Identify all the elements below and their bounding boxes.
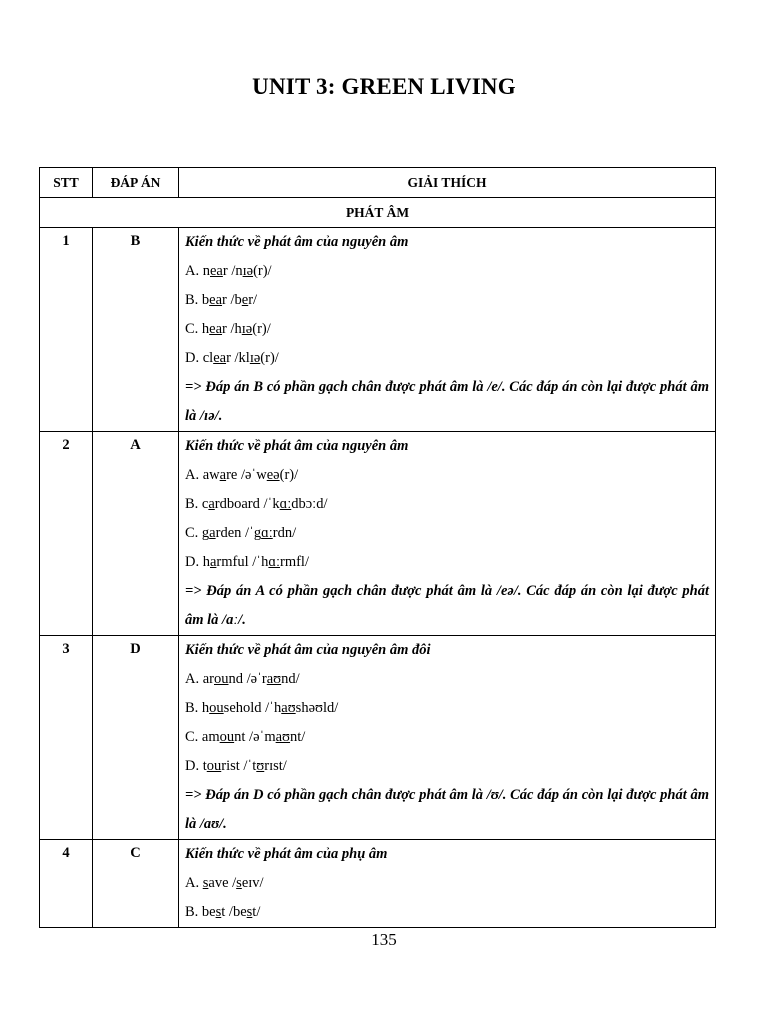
answer-option	[185, 869, 709, 898]
option-text: r /kl	[226, 350, 250, 366]
row-answer: A	[93, 432, 179, 636]
explanation-conclusion: => Đáp án A có phần gạch chân được phát âm là /eə/. Các đáp án còn lại được phát âm là /ɑː/.	[185, 583, 709, 628]
option-text: B. b	[185, 292, 210, 308]
explanation-topic: Kiến thức về phát âm của nguyên âm đôi	[185, 642, 431, 658]
row-answer: B	[93, 228, 179, 432]
option-text: t /be	[221, 904, 247, 920]
underlined-sound: s	[215, 904, 222, 920]
option-text: A. aw	[185, 467, 220, 483]
answer-option	[185, 286, 709, 315]
option-text: r /h	[222, 321, 242, 337]
section-title: PHÁT ÂM	[40, 198, 716, 228]
option-text: B. be	[185, 904, 216, 920]
answer-option	[185, 898, 709, 927]
option-text: rist /ˈt	[221, 758, 257, 774]
option-text: B. c	[185, 496, 209, 512]
option-text: rdn/	[272, 525, 297, 541]
underlined-sound: e	[241, 292, 249, 308]
underlined-sound: ɪə	[241, 321, 253, 337]
answer-option	[185, 461, 709, 490]
underlined-sound: eə	[266, 467, 280, 483]
answer-option	[185, 694, 709, 723]
table-row	[40, 228, 716, 432]
row-number: 2	[40, 432, 93, 636]
header-answer: ĐÁP ÁN	[93, 168, 179, 198]
option-text: (r)/	[253, 263, 272, 279]
option-text: (r)/	[279, 467, 299, 483]
option-text: (r)/	[252, 321, 271, 337]
underlined-sound: aʊ	[275, 729, 291, 745]
explanation-topic: Kiến thức về phát âm của nguyên âm	[185, 234, 409, 250]
underlined-sound: a	[209, 554, 217, 570]
row-explanation	[179, 432, 716, 636]
underlined-sound: s	[236, 875, 242, 891]
explanation-conclusion: => Đáp án D có phần gạch chân được phát âm là /ʊ/. Các đáp án còn lại được phát âm là /aʊ/.	[185, 787, 709, 832]
row-answer: D	[93, 636, 179, 840]
underlined-sound: ou	[206, 758, 222, 774]
option-text: (r)/	[260, 350, 279, 366]
underlined-sound: a	[208, 496, 215, 512]
underlined-sound: ɑː	[261, 525, 273, 541]
answer-option	[185, 344, 709, 373]
option-text: eɪv/	[241, 875, 264, 891]
option-text: C. am	[185, 729, 220, 745]
row-explanation	[179, 840, 716, 928]
option-text: rɪst/	[264, 758, 287, 774]
table-row	[40, 840, 716, 928]
underlined-sound: s	[202, 875, 209, 891]
option-text: rden /ˈg	[215, 525, 262, 541]
underlined-sound: s	[246, 904, 253, 920]
underlined-sound: ɪə	[242, 263, 254, 279]
underlined-sound: ɪə	[249, 350, 261, 366]
answer-option	[185, 490, 709, 519]
table-header-row	[40, 168, 716, 198]
option-text: shəʊld/	[295, 700, 339, 716]
option-text: re /əˈw	[226, 467, 267, 483]
underlined-sound: ou	[214, 671, 229, 687]
answer-option	[185, 519, 709, 548]
option-text: sehold /ˈh	[223, 700, 282, 716]
option-text: A. n	[185, 263, 210, 279]
underlined-sound: aʊ	[266, 671, 282, 687]
row-number: 1	[40, 228, 93, 432]
option-text: D. cl	[185, 350, 214, 366]
underlined-sound: ʊ	[256, 758, 265, 774]
answer-option	[185, 257, 709, 286]
option-text: ave /	[208, 875, 237, 891]
underlined-sound: ɑː	[268, 554, 280, 570]
option-text: rmfl/	[280, 554, 309, 570]
option-text: C. h	[185, 321, 210, 337]
option-text: t/	[252, 904, 261, 920]
option-text: r/	[248, 292, 258, 308]
underlined-sound: ea	[213, 350, 227, 366]
header-stt: STT	[40, 168, 93, 198]
row-answer: C	[93, 840, 179, 928]
answer-option	[185, 665, 709, 694]
header-explanation: GIẢI THÍCH	[179, 168, 716, 198]
option-text: C. g	[185, 525, 210, 541]
page-title: UNIT 3: GREEN LIVING	[252, 74, 516, 99]
option-text: rdboard /ˈk	[214, 496, 280, 512]
explanation-conclusion: => Đáp án B có phần gạch chân được phát âm là /e/. Các đáp án còn lại được phát âm là /ɪə/.	[185, 379, 709, 424]
row-explanation	[179, 636, 716, 840]
option-text: nt /əˈm	[234, 729, 276, 745]
row-number: 3	[40, 636, 93, 840]
answer-option	[185, 723, 709, 752]
underlined-sound: ea	[209, 263, 223, 279]
answer-option	[185, 315, 709, 344]
option-text: nd /əˈr	[228, 671, 267, 687]
underlined-sound: ou	[209, 700, 224, 716]
answer-option	[185, 752, 709, 781]
table-row	[40, 432, 716, 636]
table-row	[40, 636, 716, 840]
underlined-sound: ea	[209, 292, 223, 308]
explanation-topic: Kiến thức về phát âm của phụ âm	[185, 846, 388, 862]
option-text: dbɔːd/	[291, 496, 328, 512]
option-text: B. h	[185, 700, 210, 716]
section-row	[40, 198, 716, 228]
option-text: r /n	[222, 263, 243, 279]
row-number: 4	[40, 840, 93, 928]
page-number: 135	[371, 930, 397, 949]
row-explanation	[179, 228, 716, 432]
option-text: D. h	[185, 554, 210, 570]
underlined-sound: a	[219, 467, 227, 483]
option-text: nd/	[281, 671, 300, 687]
option-text: A. ar	[185, 671, 214, 687]
explanation-topic: Kiến thức về phát âm của nguyên âm	[185, 438, 409, 454]
underlined-sound: ɑː	[279, 496, 292, 512]
option-text: rmful /ˈh	[216, 554, 269, 570]
underlined-sound: aʊ	[281, 700, 296, 716]
option-text: A.	[185, 875, 203, 891]
answer-option	[185, 548, 709, 577]
option-text: nt/	[290, 729, 306, 745]
answer-table	[39, 167, 716, 928]
underlined-sound: a	[209, 525, 216, 541]
option-text: D. t	[185, 758, 207, 774]
underlined-sound: ea	[209, 321, 223, 337]
underlined-sound: ou	[219, 729, 235, 745]
option-text: r /b	[222, 292, 242, 308]
